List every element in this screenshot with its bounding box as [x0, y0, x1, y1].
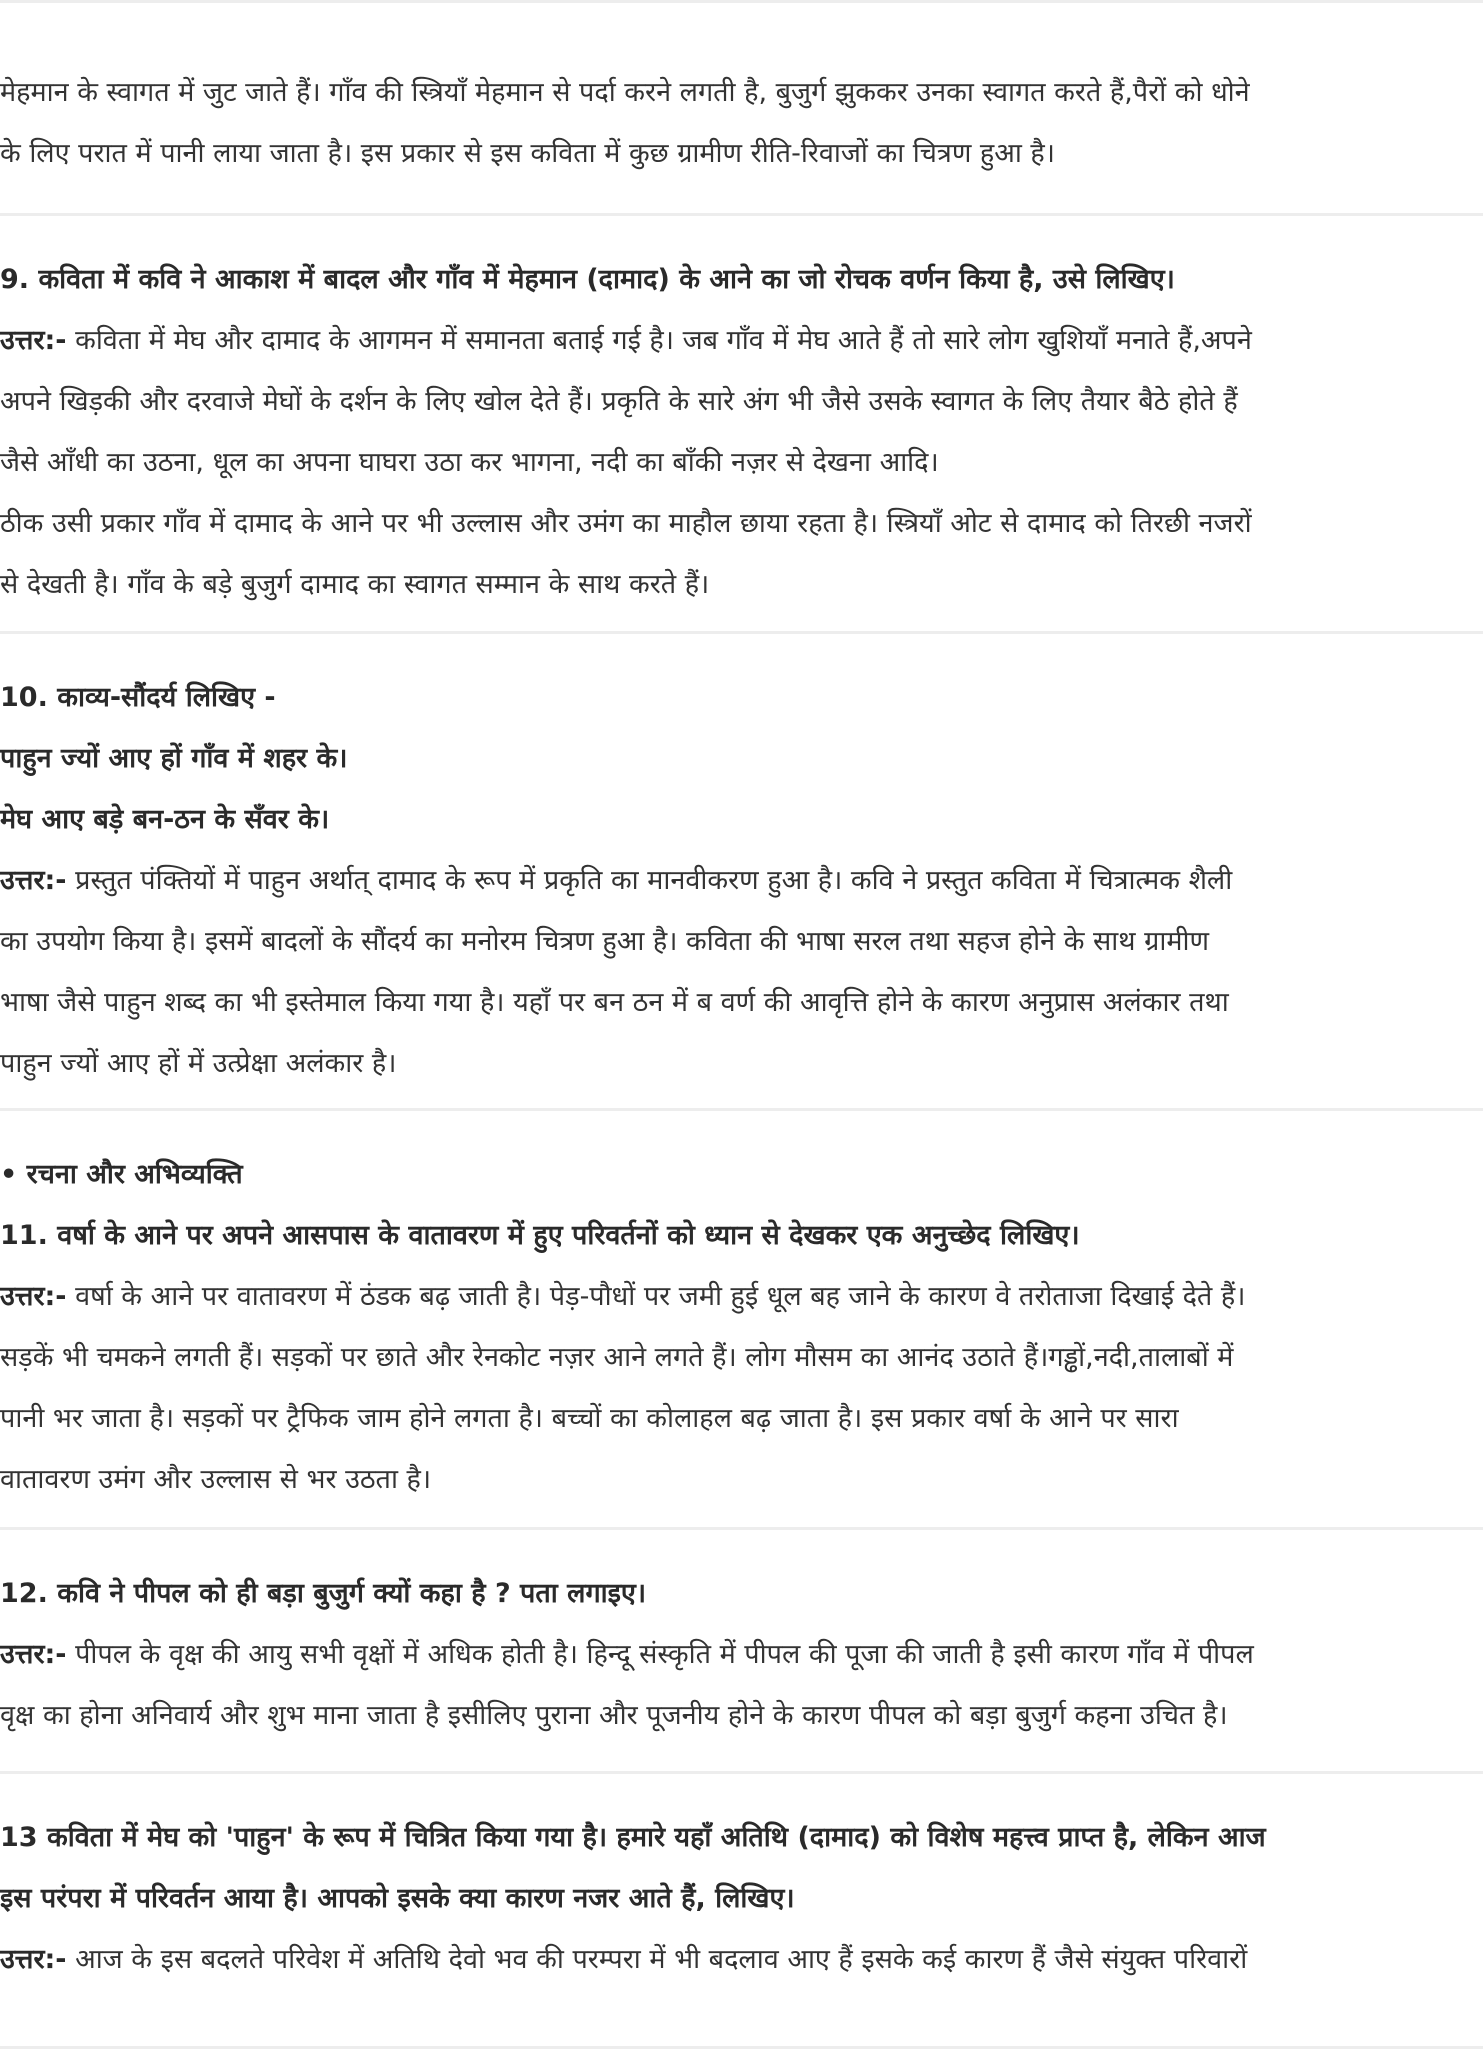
- answer-11-first-line: [0, 1266, 1478, 1327]
- answer-9-line: ठीक उसी प्रकार गाँव में दामाद के आने पर भी उल्लास और उमंग का माहौल छाया रहता है। स्त्रियाँ ओट से दामाद को तिरछी नजरों: [0, 508, 1252, 539]
- answer-9-first-line: [0, 310, 1478, 371]
- question-13-line: 13 कविता में मेघ को 'पाहुन' के रूप में चित्रित किया गया है। हमारे यहाँ अतिथि (दामाद) को विशेष महत्त्व प्राप्त है, लेकिन आज: [0, 1822, 1266, 1853]
- top-divider: [0, 0, 1483, 3]
- question-9-text: 9. कविता में कवि ने आकाश में बादल और गाँव में मेहमान (दामाद) के आने का जो रोचक वर्णन किया है, उसे लिखिए।: [0, 264, 1175, 295]
- question-10-verse-line: पाहुन ज्यों आए हों गाँव में शहर के।: [0, 743, 348, 774]
- question-9-block: [0, 249, 1478, 615]
- intro-line: के लिए परात में पानी लाया जाता है। इस प्रकार से इस कविता में कुछ ग्रामीण रीति-रिवाजों का चित्रण हुआ है।: [0, 138, 1056, 169]
- answer-11-line: पानी भर जाता है। सड़कों पर ट्रैफिक जाम होने लगता है। बच्चों का कोलाहल बढ़ जाता है। इस प्रकार वर्षा के आने पर सारा: [0, 1403, 1179, 1434]
- answer-9-text: कविता में मेघ और दामाद के आगमन में समानता बताई गई है। जब गाँव में मेघ आते हैं तो सारे लोग खुशियाँ मनाते हैं,अपने: [66, 325, 1252, 356]
- answer-11-line: सड़कें भी चमकने लगती हैं। सड़कों पर छाते और रेनकोट नज़र आने लगते हैं। लोग मौसम का आनंद उठाते हैं।गड्ढों,नदी,तालाबों में: [0, 1342, 1234, 1373]
- bottom-divider: [0, 2046, 1483, 2049]
- intro-line: मेहमान के स्वागत में जुट जाते हैं। गाँव की स्त्रियाँ मेहमान से पर्दा करने लगती है, बुजुर्ग झुककर उनका स्वागत करते हैं,पैरों को धोने: [0, 77, 1250, 108]
- answer-12-text: पीपल के वृक्ष की आयु सभी वृक्षों में अधिक होती है। हिन्दू संस्कृति में पीपल की पूजा की जाती है इसी कारण गाँव में पीपल: [66, 1639, 1254, 1670]
- question-10-block: [0, 667, 1478, 1094]
- question-13-line: इस परंपरा में परिवर्तन आया है। आपको इसके क्या कारण नजर आते हैं, लिखिए।: [0, 1883, 795, 1914]
- answer-9-line: जैसे आँधी का उठना, धूल का अपना घाघरा उठा कर भागना, नदी का बाँकी नज़र से देखना आदि।: [0, 447, 939, 478]
- answer-12-first-line: [0, 1624, 1478, 1685]
- answer-10-text: प्रस्तुत पंक्तियों में पाहुन अर्थात् दामाद के रूप में प्रकृति का मानवीकरण हुआ है। कवि ने प्रस्तुत कविता में चित्रात्मक शैली: [66, 865, 1233, 896]
- answer-label: उत्तर:-: [0, 1944, 67, 1975]
- question-12-text: 12. कवि ने पीपल को ही बड़ा बुजुर्ग क्यों कहा है ? पता लगाइए।: [0, 1578, 647, 1609]
- question-10-verse-line: मेघ आए बड़े बन-ठन के सँवर के।: [0, 804, 330, 835]
- answer-12-line: वृक्ष का होना अनिवार्य और शुभ माना जाता है इसीलिए पुराना और पूजनीय होने के कारण पीपल को बड़ा बुजुर्ग कहना उचित है।: [0, 1700, 1228, 1731]
- section-divider: [0, 213, 1483, 216]
- question-13-block: [0, 1807, 1478, 1990]
- question-11-block: [0, 1144, 1478, 1510]
- answer-13-first-line: [0, 1929, 1478, 1990]
- answer-label: उत्तर:-: [0, 325, 67, 356]
- question-12-block: [0, 1563, 1478, 1746]
- answer-13-text: आज के इस बदलते परिवेश में अतिथि देवो भव की परम्परा में भी बदलाव आए हैं इसके कई कारण हैं जैसे संयुक्त परिवारों: [66, 1944, 1248, 1975]
- answer-11-text: वर्षा के आने पर वातावरण में ठंडक बढ़ जाती है। पेड़-पौधों पर जमी हुई धूल बह जाने के कारण वे तरोताजा दिखाई देते हैं।: [66, 1281, 1246, 1312]
- answer-10-line: का उपयोग किया है। इसमें बादलों के सौंदर्य का मनोरम चित्रण हुआ है। कविता की भाषा सरल तथा सहज होने के साथ ग्रामीण: [0, 926, 1209, 957]
- question-11-text: 11. वर्षा के आने पर अपने आसपास के वातावरण में हुए परिवर्तनों को ध्यान से देखकर एक अनुच्छेद लिखिए।: [0, 1220, 1080, 1251]
- answer-10-line: पाहुन ज्यों आए हों में उत्प्रेक्षा अलंकार है।: [0, 1048, 397, 1079]
- answer-10-line: भाषा जैसे पाहुन शब्द का भी इस्तेमाल किया गया है। यहाँ पर बन ठन में ब वर्ण की आवृत्ति होने के कारण अनुप्रास अलंकार तथा: [0, 987, 1229, 1018]
- intro-paragraph: [0, 62, 1478, 184]
- answer-label: उत्तर:-: [0, 1639, 67, 1670]
- section-heading: • रचना और अभिव्यक्ति: [0, 1159, 243, 1190]
- answer-label: उत्तर:-: [0, 1281, 67, 1312]
- section-divider: [0, 1771, 1483, 1774]
- section-divider: [0, 1527, 1483, 1530]
- answer-9-line: से देखती है। गाँव के बड़े बुजुर्ग दामाद का स्वागत सम्मान के साथ करते हैं।: [0, 569, 710, 600]
- answer-11-line: वातावरण उमंग और उल्लास से भर उठता है।: [0, 1464, 432, 1495]
- answer-10-first-line: [0, 850, 1478, 911]
- answer-label: उत्तर:-: [0, 865, 67, 896]
- question-10-title: 10. काव्य-सौंदर्य लिखिए -: [0, 682, 276, 713]
- section-divider: [0, 631, 1483, 634]
- section-divider: [0, 1108, 1483, 1111]
- answer-9-line: अपने खिड़की और दरवाजे मेघों के दर्शन के लिए खोल देते हैं। प्रकृति के सारे अंग भी जैसे उसके स्वागत के लिए तैयार बैठे होते हैं: [0, 386, 1238, 417]
